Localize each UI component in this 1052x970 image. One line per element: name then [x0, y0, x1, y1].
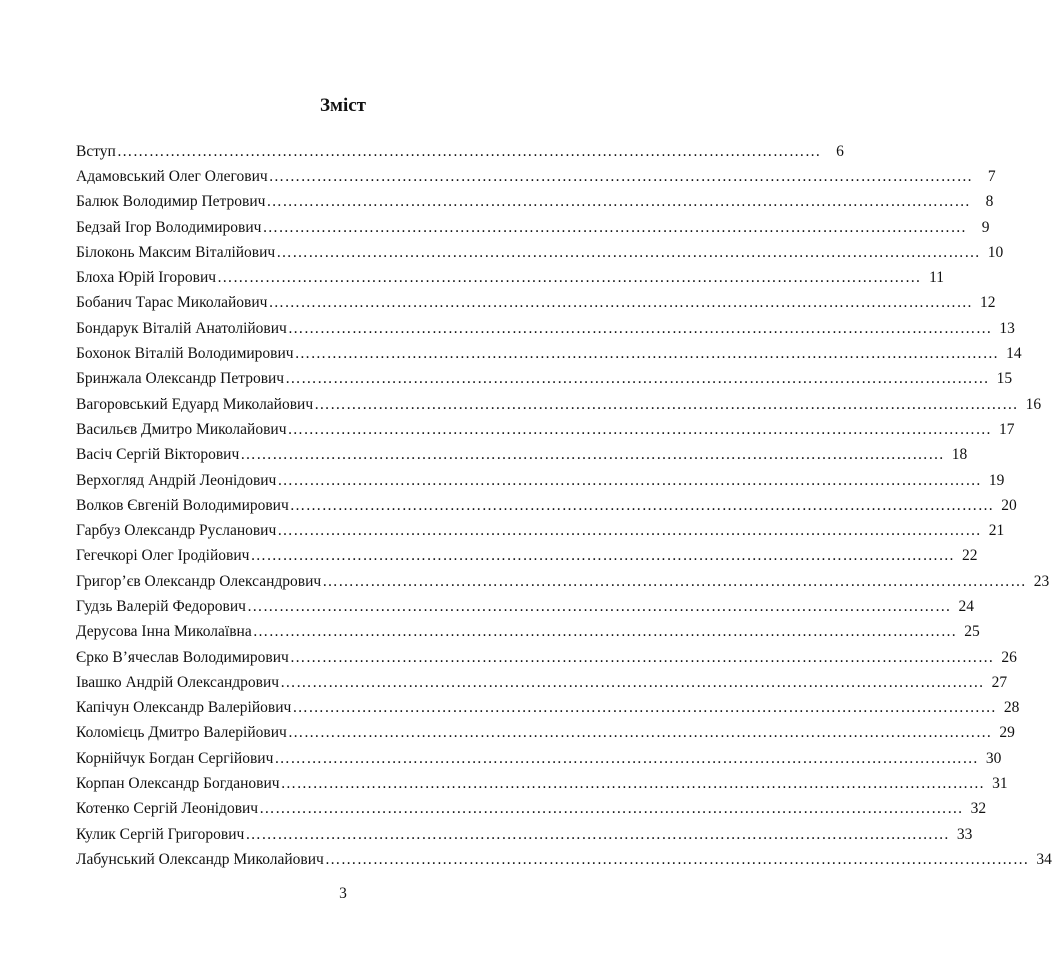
toc-dot-leader: ……………………………………………………………………………………………………………………: [277, 522, 982, 540]
page-number: 3: [339, 885, 347, 902]
toc-entry-name: Корпан Олександр Богданович: [76, 775, 280, 793]
toc-entry-name: Верхогляд Андрій Леонідович: [76, 471, 277, 489]
toc-entry-name: Васильєв Дмитро Миколайович: [76, 420, 287, 438]
toc-dot-leader: ……………………………………………………………………………………………………………………: [314, 395, 1019, 413]
toc-entry-page: 18: [951, 446, 968, 464]
toc-dot-leader: ……………………………………………………………………………………………………………………: [287, 420, 992, 438]
toc-dot-leader: ……………………………………………………………………………………………………………………: [250, 547, 955, 565]
toc-entry: [76, 822, 973, 847]
toc-entry: [76, 721, 1015, 746]
toc-entry-name: Гарбуз Олександр Русланович: [76, 522, 277, 540]
toc-entry-page: 24: [958, 597, 974, 615]
toc-entry-page: 27: [991, 673, 1008, 691]
toc-entry: [76, 620, 980, 645]
toc-entry-name: Гудзь Валерій Федорович: [76, 597, 246, 615]
toc-entry-name: Григор’єв Олександр Олександрович: [76, 572, 322, 590]
toc-entry-page: 6: [836, 142, 844, 160]
toc-entry: [76, 316, 1015, 341]
toc-entry: [76, 443, 968, 468]
toc-dot-leader: ……………………………………………………………………………………………………………………: [274, 749, 979, 767]
toc-dot-leader: ……………………………………………………………………………………………………………………: [246, 597, 951, 615]
toc-entry: [76, 847, 1052, 872]
toc-entry: [76, 594, 974, 619]
toc-entry-page: 13: [999, 319, 1015, 337]
toc-entry: [76, 164, 996, 189]
toc-dot-leader: ……………………………………………………………………………………………………………………: [285, 370, 990, 388]
toc-entry-name: Вагоровський Едуард Миколайович: [76, 395, 314, 413]
toc-entry-name: Капічун Олександр Валерійович: [76, 699, 292, 717]
toc-entry: [76, 645, 1017, 670]
toc-dot-leader: ……………………………………………………………………………………………………………………: [268, 167, 973, 185]
toc-entry: [76, 493, 1017, 518]
toc-entry-page: 17: [999, 420, 1015, 438]
toc-entry-page: 29: [999, 724, 1015, 742]
toc-entry: [76, 215, 990, 240]
toc-entry-name: Коломієць Дмитро Валерійович: [76, 724, 287, 742]
toc-entry-page: 34: [1036, 850, 1052, 868]
toc-entry-name: Бедзай Ігор Володимирович: [76, 218, 262, 236]
toc-dot-leader: ……………………………………………………………………………………………………………………: [277, 471, 982, 489]
toc-entry: [76, 240, 1004, 265]
toc-entry: [76, 518, 1005, 543]
toc-entry-name: Бондарук Віталій Анатолійович: [76, 319, 287, 337]
toc-entry-page: 33: [956, 825, 973, 843]
toc-entry: [76, 367, 1013, 392]
toc-dot-leader: ……………………………………………………………………………………………………………………: [276, 243, 981, 261]
toc-entry-name: Івашко Андрій Олександрович: [76, 673, 280, 691]
toc-entry-name: Корнійчук Богдан Сергійович: [76, 749, 274, 767]
toc-entry-page: 21: [988, 522, 1005, 540]
toc-dot-leader: ……………………………………………………………………………………………………………………: [245, 825, 950, 843]
toc-entry: [76, 797, 987, 822]
toc-entry: [76, 544, 978, 569]
toc-entry-page: 9: [981, 218, 990, 236]
toc-entry-name: Вступ: [76, 142, 116, 160]
page-title: Зміст: [319, 95, 366, 116]
toc-entry-page: 22: [961, 547, 978, 565]
toc-entry: [76, 392, 1042, 417]
toc-entry-page: 14: [1006, 345, 1022, 363]
table-of-contents: [76, 139, 1052, 873]
toc-entry-name: Котенко Сергій Леонідович: [76, 800, 259, 818]
toc-dot-leader: ……………………………………………………………………………………………………………………: [116, 142, 821, 160]
toc-entry-page: 7: [987, 167, 996, 185]
toc-dot-leader: ……………………………………………………………………………………………………………………: [262, 218, 967, 236]
toc-entry: [76, 291, 996, 316]
toc-dot-leader: ……………………………………………………………………………………………………………………: [287, 724, 992, 742]
toc-entry: [76, 771, 1008, 796]
toc-entry: [76, 468, 1005, 493]
toc-entry-page: 12: [979, 294, 996, 312]
toc-dot-leader: ……………………………………………………………………………………………………………………: [268, 294, 973, 312]
toc-entry-name: Адамовський Олег Олегович: [76, 167, 268, 185]
toc-entry-page: 15: [996, 370, 1013, 388]
toc-dot-leader: ……………………………………………………………………………………………………………………: [280, 673, 985, 691]
toc-dot-leader: ……………………………………………………………………………………………………………………: [322, 572, 1027, 590]
toc-entry: [76, 670, 1008, 695]
toc-entry-name: Білоконь Максим Віталійович: [76, 243, 276, 261]
toc-dot-leader: ……………………………………………………………………………………………………………………: [292, 699, 997, 717]
toc-dot-leader: ……………………………………………………………………………………………………………………: [324, 850, 1029, 868]
toc-entry: [76, 341, 1022, 366]
toc-dot-leader: ……………………………………………………………………………………………………………………: [217, 269, 922, 287]
toc-entry: [76, 746, 1002, 771]
toc-entry-name: Кулик Сергій Григорович: [76, 825, 245, 843]
toc-dot-leader: ……………………………………………………………………………………………………………………: [266, 193, 971, 211]
toc-entry-name: Бринжала Олександр Петрович: [76, 370, 285, 388]
toc-entry-page: 28: [1003, 699, 1020, 717]
toc-entry-page: 20: [1001, 496, 1017, 514]
toc-entry-page: 23: [1033, 572, 1050, 590]
toc-entry: [76, 190, 994, 215]
toc-entry-name: Волков Євгеній Володимирович: [76, 496, 289, 514]
toc-entry-page: 8: [985, 193, 994, 211]
toc-dot-leader: ……………………………………………………………………………………………………………………: [259, 800, 964, 818]
toc-entry-name: Бохонок Віталій Володимирович: [76, 345, 294, 363]
toc-dot-leader: ……………………………………………………………………………………………………………………: [240, 446, 945, 464]
toc-dot-leader: ……………………………………………………………………………………………………………………: [287, 319, 992, 337]
toc-dot-leader: ……………………………………………………………………………………………………………………: [289, 648, 994, 666]
toc-entry-name: Блоха Юрій Ігорович: [76, 269, 217, 287]
toc-entry-page: 10: [987, 243, 1004, 261]
toc-entry-name: Лабунський Олександр Миколайович: [76, 850, 324, 868]
toc-entry-page: 16: [1025, 395, 1042, 413]
toc-entry-page: 26: [1001, 648, 1017, 666]
toc-entry: [76, 265, 945, 290]
toc-entry-page: 30: [985, 749, 1002, 767]
toc-entry-name: Єрко В’ячеслав Володимирович: [76, 648, 289, 666]
toc-entry-page: 25: [964, 623, 980, 641]
toc-entry-page: 31: [992, 775, 1008, 793]
toc-entry-page: 11: [929, 269, 945, 287]
toc-dot-leader: ……………………………………………………………………………………………………………………: [280, 775, 985, 793]
toc-entry-page: 19: [988, 471, 1005, 489]
toc-entry-name: Бобанич Тарас Миколайович: [76, 294, 268, 312]
toc-dot-leader: ……………………………………………………………………………………………………………………: [289, 496, 994, 514]
toc-entry: [76, 696, 1020, 721]
toc-entry-name: Васіч Сергій Вікторович: [76, 446, 240, 464]
toc-entry: [76, 569, 1050, 594]
toc-entry: [76, 139, 844, 164]
toc-entry-page: 32: [970, 800, 987, 818]
toc-dot-leader: ……………………………………………………………………………………………………………………: [252, 623, 957, 641]
toc-entry-name: Дерусова Інна Миколаївна: [76, 623, 252, 641]
toc-entry-name: Гегечкорі Олег Іродійович: [76, 547, 250, 565]
toc-entry: [76, 417, 1015, 442]
toc-entry-name: Балюк Володимир Петрович: [76, 193, 266, 211]
toc-dot-leader: ……………………………………………………………………………………………………………………: [294, 345, 999, 363]
